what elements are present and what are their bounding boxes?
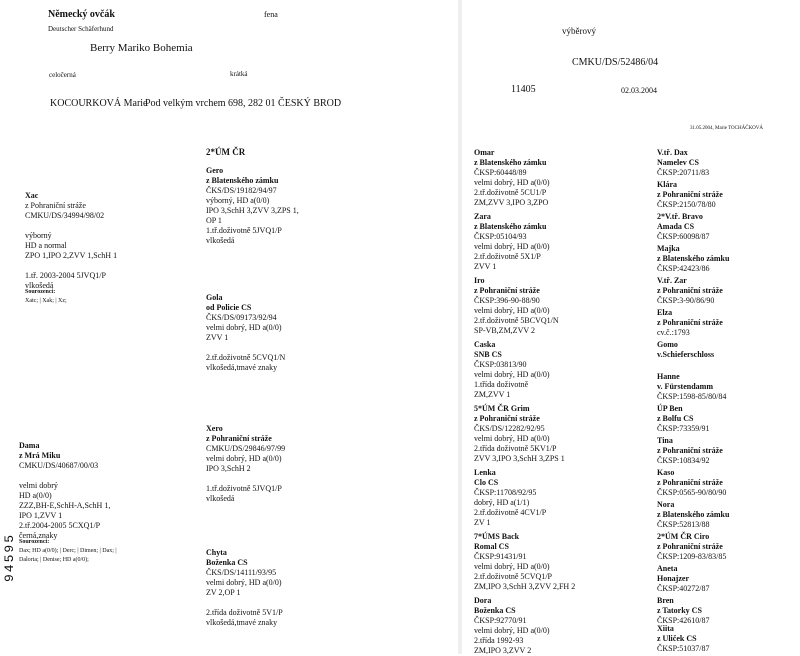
signature-line: 31.05.2004, Marie TOCHÁČKOVÁ — [690, 126, 764, 131]
entry-line: velmi dobrý, HD a(0/0) — [474, 178, 550, 187]
entry-line: V.tř. Zar — [657, 276, 687, 285]
entry-line: 2.tř.doživotně 4CV1/P — [474, 508, 547, 517]
gen4-entry — [657, 532, 726, 562]
entry-line: ZVV 1 — [206, 333, 229, 342]
entry-line: Boženka CS — [206, 558, 248, 567]
entry-line: ZPO 1,IPO 2,ZVV 1,SchH 1 — [25, 251, 118, 260]
gen4-entry — [657, 276, 723, 306]
gen4-entry — [657, 596, 709, 626]
entry-line: z Tatorky CS — [657, 606, 702, 615]
entry-line: 2.třída 1992-93 — [474, 636, 524, 645]
entry-line — [206, 474, 285, 484]
great-grandparent-entry — [474, 596, 550, 656]
entry-line: z Pohraniční stráže — [657, 446, 723, 455]
gen4-entry — [657, 212, 709, 242]
entry-line: z Pohraniční stráže — [657, 190, 723, 199]
sire-siblings — [25, 288, 67, 306]
entry-line: ČKSP:51037/87 — [657, 644, 710, 653]
entry-line: 1.tř.doživotně 5JVQ1/P — [206, 226, 282, 235]
entry-line — [206, 343, 285, 353]
entry-line: ÚP Ben — [657, 404, 683, 413]
granddam-paternal-entry — [206, 293, 285, 373]
entry-line: vlkošedá,tmavé znaky — [206, 363, 278, 372]
breed-czech: Německý ovčák — [48, 9, 115, 20]
entry-line: Gomo — [657, 340, 678, 349]
entry-line: ČKSP:11708/92/95 — [474, 488, 537, 497]
entry-line: velmi dobrý, HD a(0/0) — [474, 434, 550, 443]
entry-line: z Mrá Miku — [19, 451, 61, 460]
entry-line: OP 1 — [206, 216, 222, 225]
gen4-entry — [657, 148, 709, 178]
entry-line: velmi dobrý, HD a(0/0) — [206, 578, 282, 587]
entry-line: ZZZ,BH-E,SchH-A,SchH 1, — [19, 501, 111, 510]
gen4-entry — [657, 372, 726, 402]
entry-line: ZVV 3,IPO 3,SchH 3,ZPS 1 — [474, 454, 565, 463]
gen4-entry — [657, 624, 709, 654]
great-grandparent-entry — [474, 468, 546, 528]
entry-line: výborný, HD a(0/0) — [206, 196, 270, 205]
entry-line: ZM,IPO 3,SchH 3,ZVV 2,FH 2 — [474, 582, 576, 591]
entry-line: ČKSP:40272/87 — [657, 584, 710, 593]
entry-line: Dora — [474, 596, 492, 605]
entry-line: Honajzer — [657, 574, 689, 583]
entry-line: ČKSP:1598-85/80/84 — [657, 392, 727, 401]
entry-line: z Pohraniční stráže — [657, 542, 723, 551]
entry-line: 1.tř. 2003-2004 5JVQ1/P — [25, 271, 106, 280]
entry-line: vlkošedá — [25, 281, 54, 290]
gen4-entry — [657, 404, 709, 434]
grandparents-title: 2*ÚM ČR — [206, 147, 246, 157]
entry-line: dobrý, HD a(1/1) — [474, 498, 530, 507]
entry-line: ČKSP:60448/89 — [474, 168, 527, 177]
entry-line: IPO 3,SchH 2 — [206, 464, 251, 473]
entry-line: Kaso — [657, 468, 675, 477]
entry-line: HD a normal — [25, 241, 67, 250]
entry-line: ČKSP:10834/92 — [657, 456, 710, 465]
entry-line: velmi dobrý — [19, 481, 58, 490]
gen4-entry — [657, 340, 714, 370]
entry-line: velmi dobrý, HD a(0/0) — [474, 562, 550, 571]
entry-line: Tina — [657, 436, 673, 445]
entry-line: cv.č.:1793 — [657, 328, 690, 337]
entry-line: V.tř. Dax — [657, 148, 688, 157]
entry-line: ZV 1 — [474, 518, 491, 527]
sex-label: fena — [264, 10, 278, 19]
entry-line: Aneta — [657, 564, 678, 573]
entry-line: Iro — [474, 276, 485, 285]
gen4-entry — [657, 436, 723, 466]
entry-line: Xero — [206, 424, 223, 433]
great-grandparent-entry — [474, 340, 550, 400]
entry-line: z Pohraniční stráže — [474, 286, 540, 295]
entry-line: 1.třída doživotně — [474, 380, 529, 389]
entry-line: HD a(0/0) — [19, 491, 52, 500]
entry-line: z Bolfu CS — [657, 414, 694, 423]
entry-line: Amada CS — [657, 222, 695, 231]
entry-line: vlkošedá,tmavé znaky — [206, 618, 278, 627]
entry-line: velmi dobrý, HD a(0/0) — [474, 306, 550, 315]
entry-line: Boženka CS — [474, 606, 516, 615]
dam-siblings — [19, 538, 117, 565]
entry-line: 2.tř.doživotně 5CU1/P — [474, 188, 547, 197]
entry-line: ČKSP:3-90/86/90 — [657, 296, 715, 305]
owner-name: KOCOURKOVÁ Marie — [50, 98, 148, 109]
entry-line: 2*ÚM ČR Ciro — [657, 532, 710, 541]
entry-line: Romal CS — [474, 542, 509, 551]
entry-line: Dalorta; | Denise; HD a(0/0); — [19, 557, 89, 563]
entry-line: ČKS/DS/09173/92/94 — [206, 313, 277, 322]
entry-line: Namelev CS — [657, 158, 699, 167]
coat-color: celočerná — [49, 71, 76, 79]
entry-line: ČKSP:2150/78/80 — [657, 200, 716, 209]
entry-line: ČKSP:1209-83/83/85 — [657, 552, 727, 561]
entry-line: Caska — [474, 340, 496, 349]
entry-line: Clo CS — [474, 478, 499, 487]
entry-line: ČKSP:03813/90 — [474, 360, 527, 369]
entry-line: ČKSP:0565-90/80/90 — [657, 488, 727, 497]
entry-line: Nora — [657, 500, 675, 509]
entry-line: ČKS/DS/19182/94/97 — [206, 186, 277, 195]
entry-line: ČKS/DS/12282/92/95 — [474, 424, 545, 433]
entry-line: Dax; HD a(0/0); | Derc; | Dimen; | Dax; | — [19, 548, 117, 554]
great-grandparent-entry — [474, 404, 565, 464]
entry-line: z Pohraniční stráže — [657, 286, 723, 295]
entry-line: velmi dobrý, HD a(0/0) — [206, 323, 282, 332]
entry-line: Sourozenci: — [25, 289, 56, 295]
entry-line: z Pohraniční stráže — [657, 478, 723, 487]
entry-line: velmi dobrý, HD a(0/0) — [474, 626, 550, 635]
dog-name: Berry Mariko Bohemia — [90, 42, 193, 54]
entry-line: ČKSP:396-90-88/90 — [474, 296, 540, 305]
entry-line: z Pohraniční stráže — [474, 414, 540, 423]
entry-line: 2.tř.doživotně 5X1/P — [474, 252, 541, 261]
entry-line: z Pohraniční stráže — [657, 318, 723, 327]
grandsire-paternal-entry — [206, 166, 299, 246]
entry-line: Majka — [657, 244, 680, 253]
entry-line: ČKSP:42423/86 — [657, 264, 710, 273]
entry-line: z Blatenského zámku — [474, 222, 547, 231]
entry-line: 2.třída doživotně 5V1/P — [206, 608, 283, 617]
entry-line: IPO 3,SchH 3,ZVV 3,ZPS 1, — [206, 206, 299, 215]
entry-line — [657, 360, 714, 370]
entry-line — [206, 598, 283, 608]
entry-line: Xatc; | Xak; | Xz; — [25, 298, 67, 304]
entry-line: 1.tř.doživotně 5JVQ1/P — [206, 484, 282, 493]
entry-line: ZM,ZVV 1 — [474, 390, 511, 399]
gen4-entry — [657, 244, 729, 274]
entry-line: ZM,IPO 3,ZVV 2 — [474, 646, 532, 655]
entry-line: výborný — [25, 231, 52, 240]
entry-line: z Pohraniční stráže — [206, 434, 272, 443]
entry-line: Chyta — [206, 548, 227, 557]
grandsire-maternal-entry — [206, 424, 285, 504]
entry-line: 2.tř.doživotně 5CVQ1/P — [474, 572, 552, 581]
stamp-number: 94595 — [2, 532, 17, 582]
entry-line: 2.třída doživotně 5KV1/P — [474, 444, 557, 453]
entry-line: 7*ÚMS Back — [474, 532, 520, 541]
great-grandparent-entry — [474, 148, 550, 208]
entry-line: Sourozenci: — [19, 539, 50, 545]
entry-line: CMKU/DS/34994/98/02 — [25, 211, 105, 220]
entry-line: od Policie CS — [206, 303, 252, 312]
gen4-entry — [657, 308, 723, 338]
entry-line: Xac — [25, 191, 39, 200]
entry-line: Elza — [657, 308, 673, 317]
granddam-maternal-entry — [206, 548, 283, 628]
entry-line: Klára — [657, 180, 677, 189]
entry-line: SNB CS — [474, 350, 502, 359]
owner-address: Pod velkým vrchem 698, 282 01 ČESKÝ BROD — [145, 98, 342, 109]
entry-line: IPO 1,ZVV 1 — [19, 511, 63, 520]
entry-line: z Uliček CS — [657, 634, 697, 643]
entry-line: Hanne — [657, 372, 680, 381]
entry-line: Dama — [19, 441, 40, 450]
entry-line: černá,znaky — [19, 531, 58, 540]
entry-line: 2.tř.doživotně 5BCVQ1/N — [474, 316, 559, 325]
entry-line — [25, 221, 117, 231]
coat-type: krátká — [230, 70, 248, 78]
entry-line: 2*V.tř. Bravo — [657, 212, 703, 221]
entry-line: z Blatenského zámku — [657, 254, 730, 263]
entry-line: ČKSP:05104/93 — [474, 232, 527, 241]
entry-line: CMKU/DS/29846/97/99 — [206, 444, 286, 453]
gen4-entry — [657, 564, 709, 594]
entry-line: Zara — [474, 212, 491, 221]
entry-line: 5*ÚM ČR Grim — [474, 404, 530, 413]
litter-number: 11405 — [511, 84, 536, 95]
entry-line: ČKSP:52813/88 — [657, 520, 710, 529]
sire-entry — [25, 191, 117, 291]
registration-number: CMKU/DS/52486/04 — [572, 57, 659, 68]
entry-line: CMKU/DS/40687/00/03 — [19, 461, 99, 470]
entry-line: Bren — [657, 596, 674, 605]
entry-line — [19, 471, 110, 481]
breed-german: Deutscher Schäferhund — [48, 25, 114, 33]
entry-line: velmi dobrý, HD a(0/0) — [206, 454, 282, 463]
entry-line: vlkošedá — [206, 494, 235, 503]
entry-line: velmi dobrý, HD a(0/0) — [474, 370, 550, 379]
entry-line: z Pohraniční stráže — [25, 201, 86, 210]
great-grandparent-entry — [474, 532, 575, 592]
great-grandparent-entry — [474, 276, 559, 336]
entry-line: z Blatenského zámku — [206, 176, 279, 185]
entry-line: Omar — [474, 148, 495, 157]
entry-line — [25, 261, 117, 271]
entry-line: SP-VB,ZM,ZVV 2 — [474, 326, 535, 335]
gen4-entry — [657, 180, 723, 210]
entry-line: ČKSP:42610/87 — [657, 616, 710, 625]
entry-line: velmi dobrý, HD a(0/0) — [474, 242, 550, 251]
entry-line: z Blatenského zámku — [657, 510, 730, 519]
great-grandparent-entry — [474, 212, 550, 272]
entry-line: ČKSP:91431/91 — [474, 552, 527, 561]
entry-line: vlkošedá — [206, 236, 235, 245]
entry-line: ČKSP:20711/83 — [657, 168, 710, 177]
entry-line: Xiita — [657, 624, 674, 633]
entry-line: Gero — [206, 166, 224, 175]
entry-line: ZVV 1 — [474, 262, 497, 271]
entry-line: z Blatenského zámku — [474, 158, 547, 167]
page-fold-gutter — [458, 0, 462, 654]
birth-date: 02.03.2004 — [621, 86, 657, 95]
entry-line: 2.tř.doživotně 5CVQ1/N — [206, 353, 286, 362]
selection-label: výběrový — [562, 26, 596, 36]
entry-line: v.Schieferschloss — [657, 350, 715, 359]
entry-line: 2.tř.2004-2005 5CXQ1/P — [19, 521, 101, 530]
entry-line: ZV 2,OP 1 — [206, 588, 241, 597]
entry-line: ČKSP:92770/91 — [474, 616, 527, 625]
gen4-entry — [657, 500, 729, 530]
entry-line: Gola — [206, 293, 223, 302]
entry-line: ZM,ZVV 3,IPO 3,ZPO — [474, 198, 549, 207]
entry-line: ČKSP:60098/87 — [657, 232, 710, 241]
entry-line: ČKS/DS/14111/93/95 — [206, 568, 277, 577]
dam-entry — [19, 441, 110, 541]
gen4-entry — [657, 468, 726, 498]
entry-line: ČKSP:73359/91 — [657, 424, 710, 433]
entry-line: Lenka — [474, 468, 496, 477]
entry-line: v. Fürstendamm — [657, 382, 713, 391]
